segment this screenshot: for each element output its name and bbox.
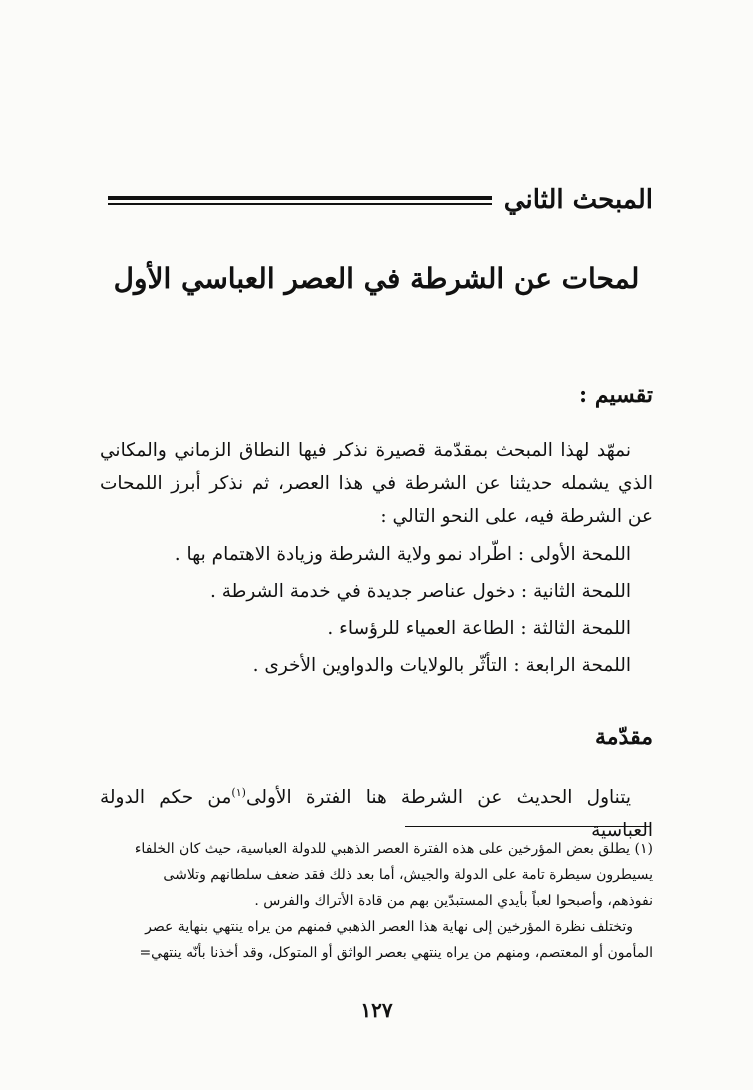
page-number: ١٢٧ <box>360 998 393 1022</box>
lamha-list <box>100 536 653 684</box>
chapter-label: المبحث الثاني <box>503 185 653 215</box>
footnote-line: نفوذهم، وأصبحوا لعباً بأيدي المستبدّين بهم من قادة الأتراك والفرس . <box>254 893 653 909</box>
section-title: لمحات عن الشرطة في العصر العباسي الأول <box>113 262 640 295</box>
footnote-ref[interactable]: (١) <box>231 786 246 799</box>
list-item: اللمحة الثالثة : الطاعة العمياء للرؤساء . <box>327 618 631 639</box>
taqsim-heading-block <box>100 382 653 408</box>
chapter-rule <box>108 193 492 207</box>
footnote-line: يسيطرون سيطرة تامة على الدولة والجيش، أما بعد ذلك فقد ضعف سلطانهم وتلاشى <box>163 867 653 883</box>
muqaddima-text-start: يتناول الحديث عن الشرطة هنا الفترة الأولى <box>245 787 631 809</box>
list-item: اللمحة الرابعة : التأثّر بالولايات والدواوين الأخرى . <box>252 655 631 676</box>
taqsim-paragraph: نمهّد لهذا المبحث بمقدّمة قصيرة نذكر فيها النطاق الزماني والمكاني الذي يشمله حديثنا عن الشرطة في هذا العصر، ثم نذكر أبرز اللمحات عن الشرطة فيه، على النحو التالي : <box>100 440 653 527</box>
muqaddima-heading: مقدّمة <box>594 724 653 750</box>
list-item: اللمحة الثانية : دخول عناصر جديدة في خدمة الشرطة . <box>209 581 631 602</box>
chapter-header <box>108 178 653 222</box>
taqsim-paragraph-block <box>100 434 653 533</box>
footnote-line: وتختلف نظرة المؤرخين إلى نهاية هذا العصر الذهبي فمنهم من يراه ينتهي بنهاية عصر <box>145 919 633 935</box>
muqaddima-text-end: من حكم الدولة العباسية <box>100 787 653 842</box>
muqaddima-heading-block <box>100 724 653 750</box>
footnotes <box>96 836 653 966</box>
footnote-divider <box>405 826 650 827</box>
footnote-line: (١) يطلق بعض المؤرخين على هذه الفترة العصر الذهبي للدولة العباسية، حيث كان الخلفاء <box>134 841 653 857</box>
footnote-line: المأمون أو المعتصم، ومنهم من يراه ينتهي بعصر الواثق أو المتوكل، وقد أخذنا بأنّه ينتهي= <box>139 945 653 961</box>
taqsim-heading: تقسيم : <box>579 382 653 408</box>
list-item: اللمحة الأولى : اطّراد نمو ولاية الشرطة وزيادة الاهتمام بها . <box>174 544 631 565</box>
